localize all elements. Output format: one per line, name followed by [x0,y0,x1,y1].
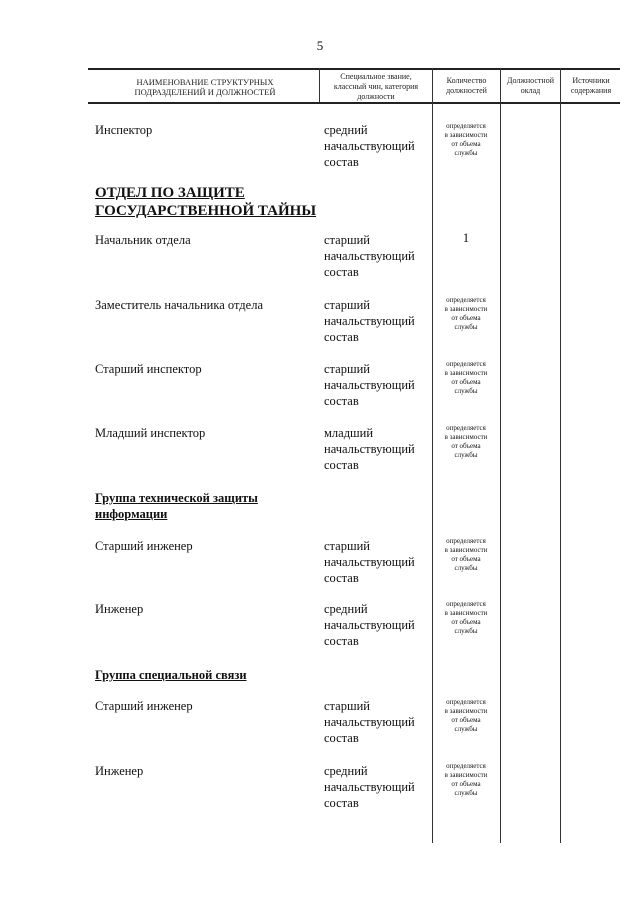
header-rank-line: Специальное звание, [340,72,412,81]
position-title: Заместитель начальника отдела [95,298,263,312]
rank-line: состав [324,394,359,408]
position-title: Старший инспектор [95,362,202,376]
count-line: от объема [451,780,481,788]
header-salary-line: оклад [520,86,541,95]
position-title: Инспектор [95,123,153,137]
position-title: Начальник отдела [95,233,191,247]
count-line: определяется [446,122,486,130]
count-line: в зависимости [444,369,488,377]
header-salary-line: Должностной [507,76,554,85]
rank-line: начальствующий [324,249,415,263]
count-line: от объема [451,618,481,626]
header-count-line: Количество [446,76,487,85]
count-line: от объема [451,140,481,148]
count-line: определяется [446,600,486,608]
position-count [434,296,498,332]
rank-line: состав [324,571,359,585]
count-line: определяется [446,537,486,545]
rank-line: состав [324,731,359,745]
page-number: 5 [316,38,324,53]
header-name-line: ПОДРАЗДЕЛЕНИЙ И ДОЛЖНОСТЕЙ [134,87,276,97]
count-line: службы [454,564,478,572]
count-line: службы [454,451,478,459]
position-rank [324,601,434,649]
count-line: от объема [451,555,481,563]
count-line: службы [454,789,478,797]
position-count [434,424,498,460]
position-count [434,698,498,734]
count-line: определяется [446,424,486,432]
position-title: Инженер [95,602,144,616]
rank-line: средний [324,602,368,616]
rank-line: состав [324,634,359,648]
count-line: службы [454,627,478,635]
section-heading-line: Группа технической защиты [95,491,258,505]
rank-line: средний [324,764,368,778]
rank-line: старший [324,699,370,713]
count-line: в зависимости [444,433,488,441]
count-line: от объема [451,442,481,450]
column-divider-salary [500,68,501,843]
section-heading [95,184,316,220]
count-line: в зависимости [444,546,488,554]
count-line: в зависимости [444,609,488,617]
rank-line: начальствующий [324,618,415,632]
count-line: в зависимости [444,771,488,779]
count-line: службы [454,323,478,331]
count-line: в зависимости [444,305,488,313]
rank-line: начальствующий [324,555,415,569]
rank-line: младший [324,426,374,440]
section-heading-line: ГОСУДАРСТВЕННОЙ ТАЙНЫ [95,203,317,219]
position-rank [324,698,434,746]
count-line: от объема [451,716,481,724]
count-line: определяется [446,698,486,706]
position-count [434,600,498,636]
position-rank [324,232,434,280]
position-title: Старший инженер [95,539,193,553]
count-line: в зависимости [444,131,488,139]
rank-line: начальствующий [324,780,415,794]
count-line: службы [454,387,478,395]
count-line: службы [454,725,478,733]
position-rank [324,538,434,586]
position-count [434,762,498,798]
header-name-line: НАИМЕНОВАНИЕ СТРУКТУРНЫХ [136,77,274,87]
position-rank [324,763,434,811]
rank-line: состав [324,330,359,344]
section-heading-line: ОТДЕЛ ПО ЗАЩИТЕ [95,185,245,201]
count-line: определяется [446,296,486,304]
rank-line: старший [324,362,370,376]
section-heading-line: Группа специальной связи [95,668,247,682]
header-count-line: должностей [446,86,487,95]
count-line: в зависимости [444,707,488,715]
section-heading [95,490,258,522]
count-line: службы [454,149,478,157]
rank-line: начальствующий [324,442,415,456]
rank-line: состав [324,458,359,472]
column-divider-rank [319,68,320,102]
table-top-rule [88,68,620,70]
count-line: определяется [446,360,486,368]
rank-line: средний [324,123,368,137]
rank-line: состав [324,265,359,279]
rank-line: состав [324,796,359,810]
position-count [434,537,498,573]
rank-line: начальствующий [324,715,415,729]
position-count [434,122,498,158]
position-rank [324,297,434,345]
column-divider-source [560,68,561,843]
header-name [95,77,315,97]
header-rank-line: классный чин, категория [333,82,419,91]
header-count [433,76,500,96]
rank-line: начальствующий [324,139,415,153]
position-title: Старший инженер [95,699,193,713]
section-heading [95,667,247,683]
count-line: определяется [446,762,486,770]
position-count-value: 1 [462,230,470,245]
rank-line: старший [324,298,370,312]
position-rank [324,122,434,170]
position-rank [324,361,434,409]
header-source-line: Источники [572,76,610,85]
header-salary [501,76,560,96]
position-rank [324,425,434,473]
rank-line: начальствующий [324,378,415,392]
position-count [434,360,498,396]
section-heading-line: информации [95,507,168,521]
header-rank-line: должности [357,92,395,101]
header-source-line: содержания [570,86,612,95]
header-source [561,76,621,96]
header-rank [321,72,431,102]
header-bottom-rule [88,102,620,104]
position-title: Младший инспектор [95,426,206,440]
rank-line: старший [324,233,370,247]
position-title: Инженер [95,764,144,778]
count-line: от объема [451,378,481,386]
rank-line: начальствующий [324,314,415,328]
count-line: от объема [451,314,481,322]
rank-line: состав [324,155,359,169]
rank-line: старший [324,539,370,553]
